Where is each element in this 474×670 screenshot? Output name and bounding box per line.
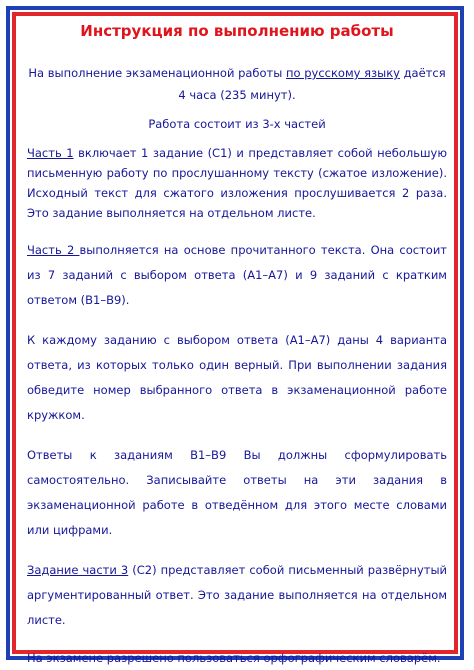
part2-paragraph [27, 238, 447, 313]
page-title: Инструкция по выполнению работы [80, 22, 394, 40]
short-answers-paragraph: Ответы к заданиям В1–В9 Вы должны сформулировать самостоятельно. Записывайте ответы на эти задания в экзаменационной работе в отведённом для этого месте словами или цифрами. [27, 448, 447, 537]
intro-before: На выполнение экзаменационной работы [28, 66, 286, 80]
instruction-page [27, 22, 447, 670]
intro-after: даётся 4 часа (235 минут). [178, 66, 446, 102]
part3-paragraph [27, 558, 447, 633]
part2-label: Часть 2 [27, 243, 80, 257]
dictionary-note: На экзамене разрешено пользоваться орфографическим словарём. [27, 651, 441, 665]
intro-paragraph [27, 62, 447, 106]
part2-text: выполняется на основе прочитанного текста. Она состоит из 7 заданий с выбором ответа (А1–А7) и 9 заданий с кратким ответом (В1–В9). [27, 243, 447, 307]
part1-paragraph [27, 143, 447, 223]
part3-label: Задание части 3 [27, 563, 129, 577]
subject-link[interactable]: по русскому языку [286, 66, 400, 80]
part1-label: Часть 1 [27, 146, 74, 160]
part1-text: включает 1 задание (С1) и представляет собой небольшую письменную работу по прослушанному тексту (сжатое изложение). Исходный текст для сжатого изложения прослушивается 2 раза. Это задание выполняется на отдельном листе. [27, 146, 448, 220]
choice-tasks-paragraph: К каждому заданию с выбором ответа (А1–А7) даны 4 варианта ответа, из которых только один верный. При выполнении задания обведите номер выбранного ответа в экзаменационной работе кружком. [27, 333, 447, 422]
structure-line: Работа состоит из 3-х частей [148, 117, 326, 131]
part3-text: (С2) представляет собой письменный развёрнутый аргументированный ответ. Это задание выполняется на отдельном листе. [27, 563, 447, 627]
